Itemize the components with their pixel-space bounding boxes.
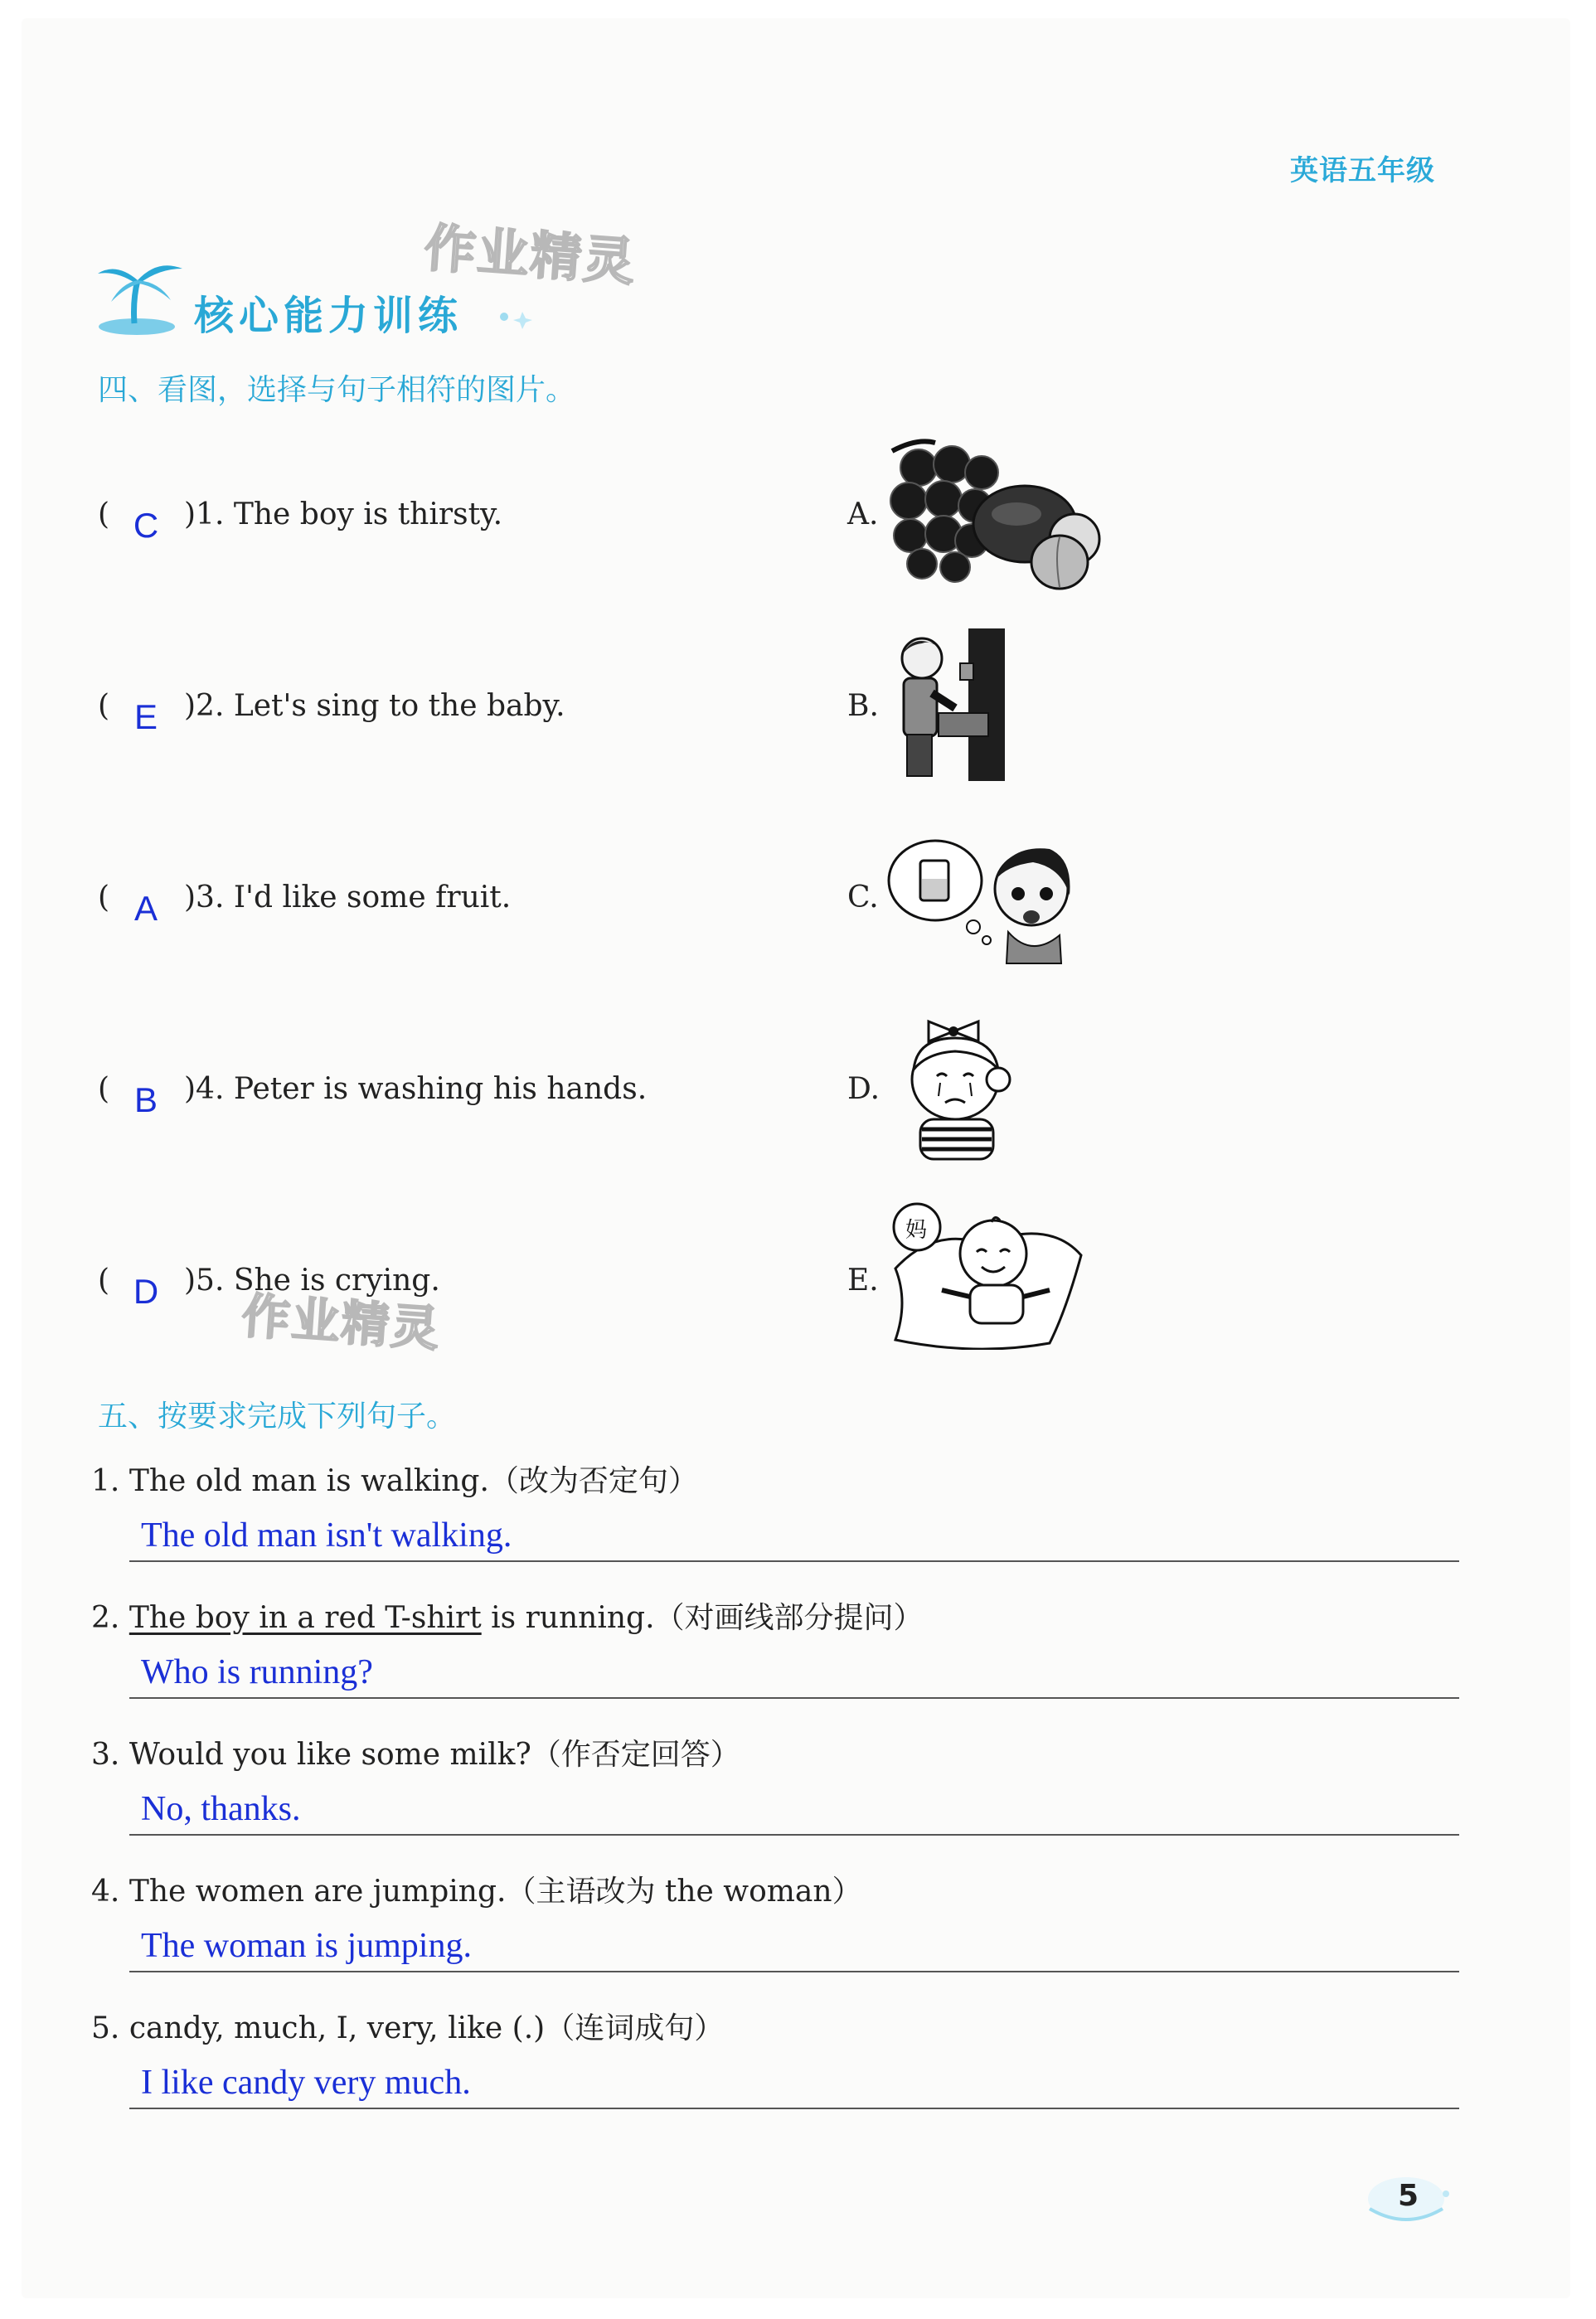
answer-field-1[interactable]: C bbox=[133, 506, 159, 545]
answer-field-2[interactable]: E bbox=[133, 697, 158, 736]
open-paren: ( bbox=[98, 1072, 110, 1106]
open-paren: ( bbox=[98, 1264, 110, 1298]
thirsty-boy-picture bbox=[884, 834, 1083, 967]
watermark: 作业精灵 bbox=[240, 1287, 443, 1358]
answer-field-3[interactable]: A bbox=[133, 889, 158, 928]
baby-picture bbox=[884, 1194, 1086, 1350]
section5-heading: 五、按要求完成下列句子。 bbox=[98, 1400, 457, 1434]
question-text-1: )1. The boy is thirsty. bbox=[184, 497, 503, 531]
rewrite-item-1 bbox=[91, 1458, 1459, 1555]
answer-line bbox=[129, 1697, 1459, 1699]
rewrite-question-3: 3. Would you like some milk?（作否定回答） bbox=[91, 1738, 740, 1772]
question-text-5: )5. She is crying. bbox=[184, 1264, 440, 1298]
rewrite-question-1: 1. The old man is walking.（改为否定句） bbox=[91, 1464, 698, 1498]
close-paren: ) bbox=[184, 1264, 196, 1298]
option-label-d: D. bbox=[847, 1072, 880, 1106]
boy-washing-hands-picture bbox=[889, 627, 1011, 783]
close-paren: ) bbox=[184, 497, 196, 531]
open-paren: ( bbox=[98, 497, 110, 531]
crying-girl-picture bbox=[892, 1010, 1023, 1167]
option-label-c: C. bbox=[847, 881, 879, 915]
close-paren: ) bbox=[184, 1072, 196, 1106]
page-number: 5 bbox=[1398, 2179, 1419, 2213]
question-text-3: )3. I'd like some fruit. bbox=[184, 881, 512, 915]
watermark: 作业精灵 bbox=[422, 217, 638, 293]
answer-line bbox=[129, 1560, 1459, 1562]
answer-line bbox=[129, 1834, 1459, 1836]
answer-line bbox=[129, 1971, 1459, 1972]
open-paren: ( bbox=[98, 689, 110, 723]
answer-field-rewrite-5[interactable]: I like candy very much. bbox=[141, 2064, 471, 2102]
option-label-b: B. bbox=[847, 689, 879, 723]
close-paren: ) bbox=[184, 689, 196, 723]
rewrite-question-4: 4. The women are jumping.（主语改为 the woman） bbox=[91, 1875, 862, 1909]
answer-field-rewrite-1[interactable]: The old man isn't walking. bbox=[141, 1516, 512, 1555]
answer-field-rewrite-2[interactable]: Who is running? bbox=[141, 1653, 373, 1691]
open-paren: ( bbox=[98, 881, 110, 915]
rewrite-question-2: 2. The boy in a red T-shirt is running.（对画线部分提问） bbox=[91, 1601, 924, 1635]
rewrite-item-5 bbox=[91, 2005, 1459, 2102]
banner-title: 核心能力训练 bbox=[194, 293, 463, 339]
option-label-a: A. bbox=[847, 497, 879, 531]
rewrite-item-4 bbox=[91, 1868, 1459, 1965]
close-paren: ) bbox=[184, 881, 196, 915]
grapes-fruit-picture bbox=[884, 431, 1104, 594]
answer-field-rewrite-4[interactable]: The woman is jumping. bbox=[141, 1927, 472, 1965]
rewrite-question-5: 5. candy, much, I, very, like (.)（连词成句） bbox=[91, 2011, 725, 2045]
answer-field-5[interactable]: D bbox=[133, 1272, 159, 1311]
svg-text:妈: 妈 bbox=[905, 1218, 928, 1243]
question-text-4: )4. Peter is washing his hands. bbox=[184, 1072, 648, 1106]
answer-field-rewrite-3[interactable]: No, thanks. bbox=[141, 1790, 301, 1828]
answer-line bbox=[129, 2108, 1459, 2109]
option-label-e: E. bbox=[847, 1264, 879, 1298]
underlined-subject: The boy in a red T-shirt bbox=[129, 1601, 482, 1635]
rewrite-item-3 bbox=[91, 1731, 1459, 1828]
section4-heading: 四、看图，选择与句子相符的图片。 bbox=[98, 373, 576, 407]
header-grade-label: 英语五年级 bbox=[1290, 154, 1435, 187]
answer-field-4[interactable]: B bbox=[133, 1080, 158, 1119]
question-text-2: )2. Let's sing to the baby. bbox=[184, 689, 565, 723]
rewrite-item-2 bbox=[91, 1594, 1459, 1691]
